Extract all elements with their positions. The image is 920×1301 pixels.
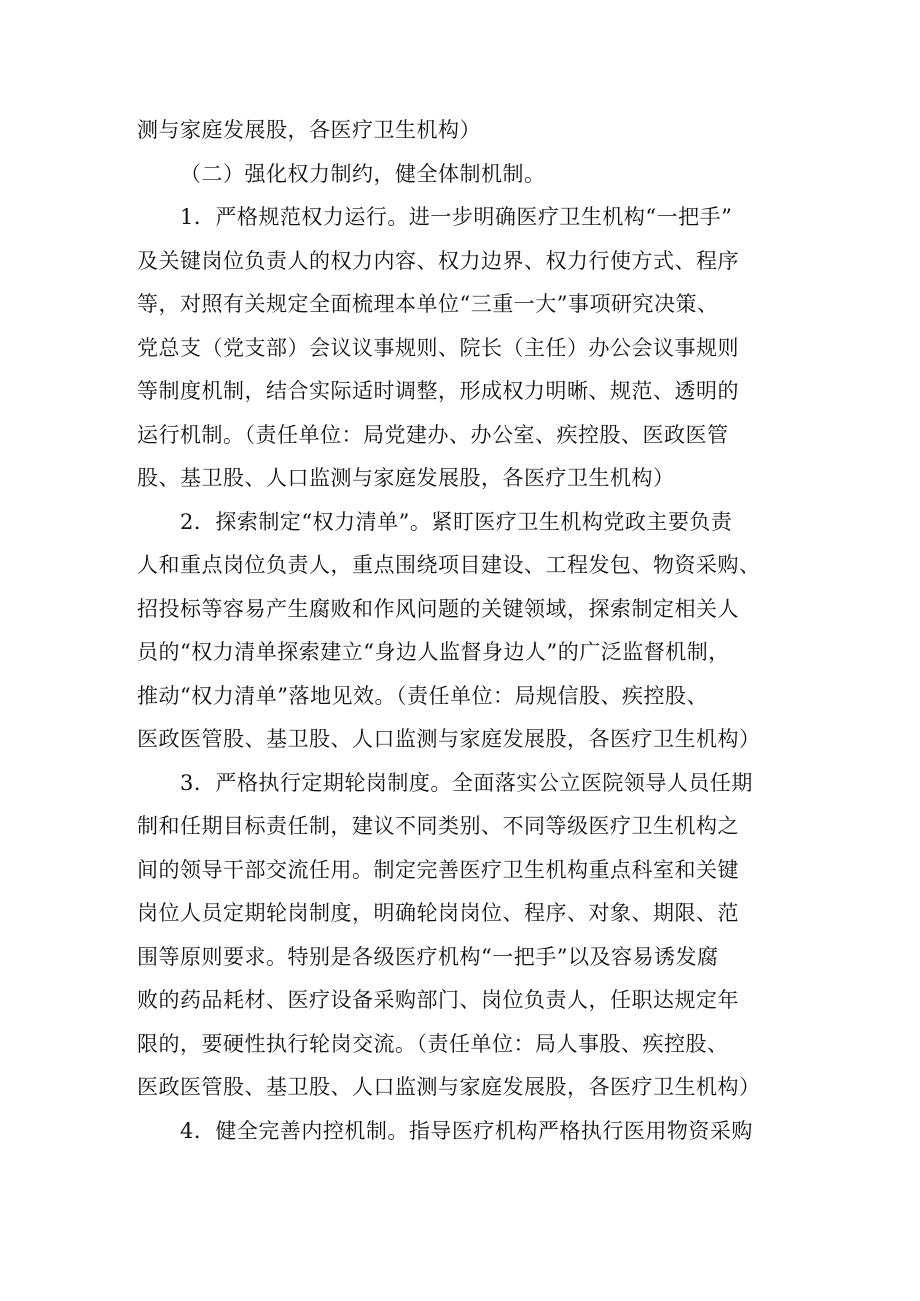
text-line: 围等原则要求。特别是各级医疗机构“一把手”以及容易诱发腐 xyxy=(137,945,719,969)
text-line: 招投标等容易产生腐败和作风问题的关键领域，探索制定相关人 xyxy=(137,597,739,621)
paragraph-first-line: 2．探索制定“权力清单”。紧盯医疗卫生机构党政主要负责 xyxy=(180,510,733,534)
text-line: 运行机制。（责任单位：局党建办、办公室、疾控股、医政医管 xyxy=(137,423,729,447)
text-line: 败的药品耗材、医疗设备采购部门、岗位负责人，任职达规定年 xyxy=(137,988,739,1012)
text-line: 岗位人员定期轮岗制度，明确轮岗岗位、程序、对象、期限、范 xyxy=(137,901,739,925)
paragraph-first-line: 1．严格规范权力运行。进一步明确医疗卫生机构“一把手” xyxy=(180,205,733,229)
text-line: 医政医管股、基卫股、人口监测与家庭发展股，各医疗卫生机构） xyxy=(137,727,761,751)
text-line: 制和任期目标责任制，建议不同类别、不同等级医疗卫生机构之 xyxy=(137,814,739,838)
section-heading: （二）强化权力制约，健全体制机制。 xyxy=(180,162,546,186)
paragraph-first-line: 4．健全完善内控机制。指导医疗机构严格执行医用物资采购 xyxy=(180,1119,753,1143)
text-line: 员的“权力清单探索建立“身边人监督身边人”的广泛监督机制， xyxy=(137,640,730,664)
text-line: 党总支（党支部）会议议事规则、院长（主任）办公会议事规则 xyxy=(137,336,739,360)
text-line: 等制度机制，结合实际适时调整，形成权力明晰、规范、透明的 xyxy=(137,379,739,403)
text-line: 医政医管股、基卫股、人口监测与家庭发展股，各医疗卫生机构） xyxy=(137,1075,761,1099)
text-line: 人和重点岗位负责人，重点围绕项目建设、工程发包、物资采购、 xyxy=(137,553,761,577)
text-line: 间的领导干部交流任用。制定完善医疗卫生机构重点科室和关键 xyxy=(137,858,739,882)
text-line: 股、基卫股、人口监测与家庭发展股，各医疗卫生机构） xyxy=(137,466,675,490)
text-line: 测与家庭发展股，各医疗卫生机构） xyxy=(137,118,481,142)
text-line: 及关键岗位负责人的权力内容、权力边界、权力行使方式、程序 xyxy=(137,249,739,273)
paragraph-first-line: 3．严格执行定期轮岗制度。全面落实公立医院领导人员任期 xyxy=(180,771,753,795)
text-line: 等，对照有关规定全面梳理本单位“三重一大”事项研究决策、 xyxy=(137,292,719,316)
text-line: 推动“权力清单”落地见效。（责任单位：局规信股、疾控股、 xyxy=(137,684,708,708)
text-line: 限的，要硬性执行轮岗交流。（责任单位：局人事股、疾控股、 xyxy=(137,1032,729,1056)
